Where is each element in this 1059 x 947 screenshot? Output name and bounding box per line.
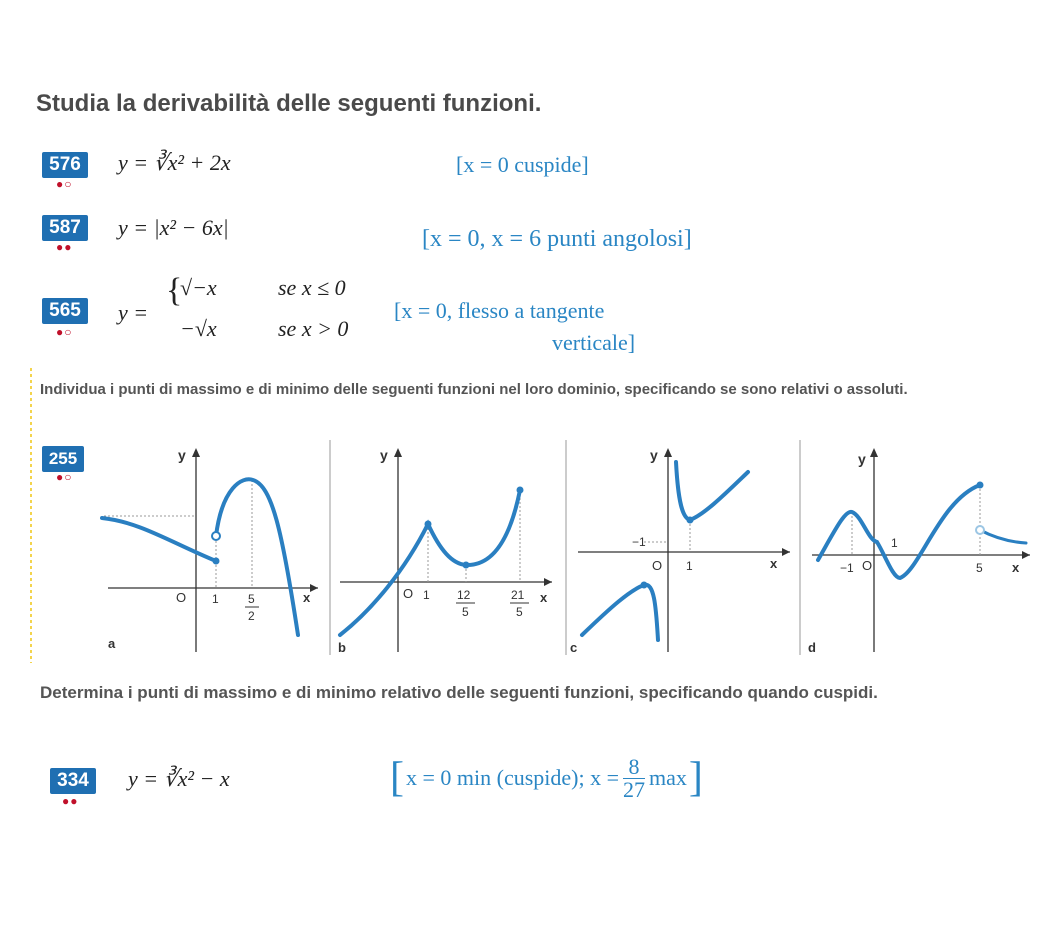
svg-text:x: x [540,590,548,605]
svg-text:y: y [858,451,866,467]
answer-334-post: max [649,765,687,790]
svg-text:y: y [650,447,658,463]
svg-text:−1: −1 [840,561,854,575]
answer-576: [x = 0 cuspide] [456,152,589,177]
case1-expression: √−x [180,275,217,300]
svg-text:x: x [1012,560,1020,575]
exercise-number-334: 334 [50,768,96,794]
exercise-number-565: 565 [42,298,88,324]
formula-334: y = ∛x² − x [128,766,230,791]
difficulty-dots: ●○ [56,177,73,191]
case1-condition: se x ≤ 0 [278,275,346,300]
brace-symbol: { [166,272,183,309]
svg-text:O: O [403,586,414,601]
bracket-close: ] [688,755,703,801]
svg-text:1: 1 [891,536,898,550]
answer-334 [390,752,703,804]
instruction-relative-extrema: Determina i punti di massimo e di minimo relativo delle seguenti funzioni, specificando quando cuspidi. [40,683,878,702]
case2-expression: −√x [180,316,217,341]
formula-565-y: y = [118,300,149,325]
svg-text:1: 1 [686,559,693,573]
svg-text:5: 5 [462,605,469,619]
svg-text:b: b [338,640,346,655]
difficulty-dots: ●● [56,240,73,254]
difficulty-dots: ●○ [56,470,73,484]
fraction-denominator: 27 [623,776,646,802]
exercise-number-576: 576 [42,152,88,178]
formula-576: y = ∛x² + 2x [118,150,231,175]
answer-587: [x = 0, x = 6 punti angolosi] [422,226,692,252]
svg-text:d: d [808,640,816,655]
formula-587: y = |x² − 6x| [118,215,229,240]
svg-text:5: 5 [976,561,983,575]
svg-text:x: x [770,556,778,571]
graph-c [570,447,790,655]
graph-a [102,447,318,652]
bracket-open: [ [390,755,404,801]
fraction-numerator: 8 [623,756,645,779]
answer-334-pre: x = 0 min (cuspide); x = [406,765,620,790]
svg-text:x: x [303,590,311,605]
graph-b [338,447,552,655]
svg-text:5: 5 [248,592,255,606]
section-title: Studia la derivabilità delle seguenti funzioni. [36,90,542,117]
answer-565-line1: [x = 0, flesso a tangente [394,298,605,323]
svg-text:O: O [862,558,873,573]
exercise-number-587: 587 [42,215,88,241]
svg-text:O: O [652,558,663,573]
svg-text:1: 1 [423,588,430,602]
svg-text:a: a [108,636,116,651]
svg-text:12: 12 [457,588,471,602]
instruction-extrema-domain: Individua i punti di massimo e di minimo delle seguenti funzioni nel loro dominio, specificando se sono relativi o assoluti. [40,381,908,398]
svg-text:2: 2 [248,609,255,623]
exercise-number-255: 255 [42,446,84,472]
svg-text:y: y [178,447,186,463]
answer-334-fraction [623,753,646,802]
svg-text:y: y [380,447,388,463]
graphs-panel [0,430,1059,660]
svg-text:21: 21 [511,588,525,602]
svg-text:O: O [176,590,187,605]
graph-d [808,448,1030,655]
svg-text:1: 1 [212,592,219,606]
difficulty-dots: ●○ [56,325,73,339]
answer-565-line2: verticale] [552,330,636,355]
svg-text:5: 5 [516,605,523,619]
difficulty-dots: ●● [62,794,79,808]
svg-text:−1: −1 [632,535,646,549]
svg-text:c: c [570,640,578,655]
case2-condition: se x > 0 [278,316,349,341]
